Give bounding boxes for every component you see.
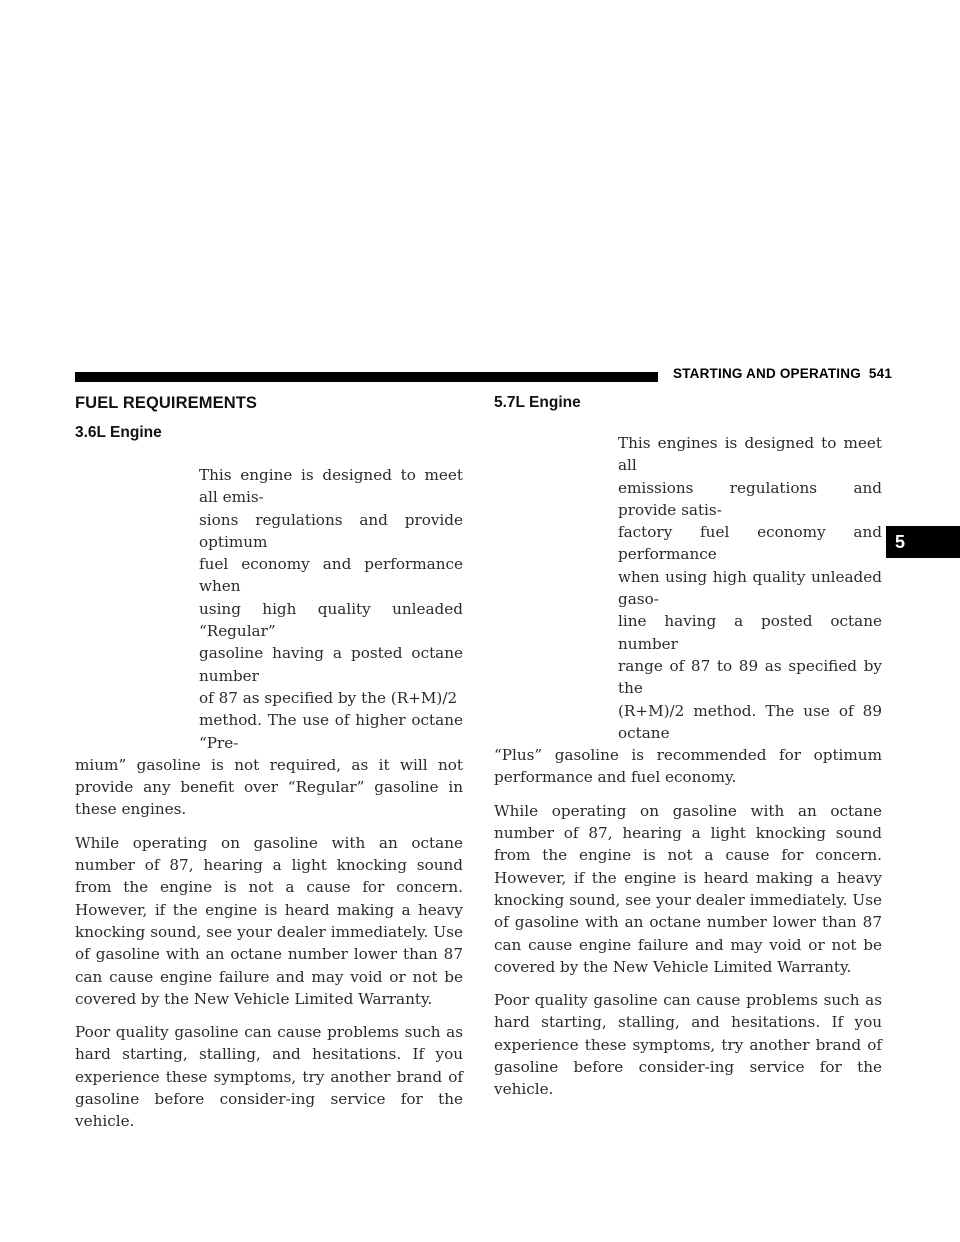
indented-line: factory fuel economy and performance [618,523,882,564]
left-column [75,392,463,1144]
right-column [494,392,882,1112]
running-head-section: STARTING AND OPERATING [673,366,861,381]
running-head [673,366,892,381]
subheading-3-6l-engine: 3.6L Engine [75,424,162,441]
paragraph-continuation: mium” gasoline is not required, as it will not provide any benefit over “Regular” gasoline in these engines. [75,755,463,819]
indented-line: of 87 as specified by the (R+M)/2 [199,688,458,707]
indented-line: fuel economy and performance when [199,555,463,596]
indented-paragraph [618,432,882,744]
paragraph-poor-quality: Poor quality gasoline can cause problems such as hard starting, stalling, and hesitations. If you experience these symptoms, try another brand of gasoline before consider-ing service for the vehicle. [75,1023,463,1131]
spacer [75,452,463,464]
indented-line: method. The use of higher octane “Pre- [199,711,463,752]
page-number: 541 [868,366,893,381]
indented-line: This engines is designed to meet all [618,434,882,475]
header-rule [75,372,658,382]
subheading-5-7l-engine: 5.7L Engine [494,394,581,411]
section-heading: FUEL REQUIREMENTS [75,394,257,412]
indented-line: emissions regulations and provide satis- [618,478,882,519]
indented-line: range of 87 to 89 as specified by the [618,656,882,698]
indented-paragraph [199,464,463,754]
paragraph-knocking: While operating on gasoline with an octane number of 87, hearing a light knocking sound from the engine is not a cause for concern. However, if the engine is heard making a heavy knocking sound, see your dealer immediately. Use of gasoline with an octane number lower than 87 can cause engine failure and may void or not be covered by the New Vehicle Limited Warranty. [75,833,463,1008]
indented-line: when using high quality unleaded gaso- [618,567,882,609]
paragraph-poor-quality: Poor quality gasoline can cause problems such as hard starting, stalling, and hesitations. If you experience these symptoms, try another brand of gasoline before consider-ing service for the vehicle. [494,991,882,1099]
indented-line: sions regulations and provide optimum [199,510,463,551]
indented-line: using high quality unleaded “Regular” [199,599,463,641]
paragraph-knocking: While operating on gasoline with an octane number of 87, hearing a light knocking sound from the engine is not a cause for concern. However, if the engine is heard making a heavy knocking sound, see your dealer immediately. Use of gasoline with an octane number lower than 87 can cause engine failure and may void or not be covered by the New Vehicle Limited Warranty. [494,801,882,976]
chapter-tab: 5 [886,526,960,558]
indented-line: gasoline having a posted octane number [199,644,463,685]
indented-line: This engine is designed to meet all emis- [199,466,463,507]
paragraph-continuation: “Plus” gasoline is recommended for optimum performance and fuel economy. [494,746,882,787]
indented-line: line having a posted octane number [618,612,882,653]
indented-line: (R+M)/2 method. The use of 89 octane [618,701,882,742]
